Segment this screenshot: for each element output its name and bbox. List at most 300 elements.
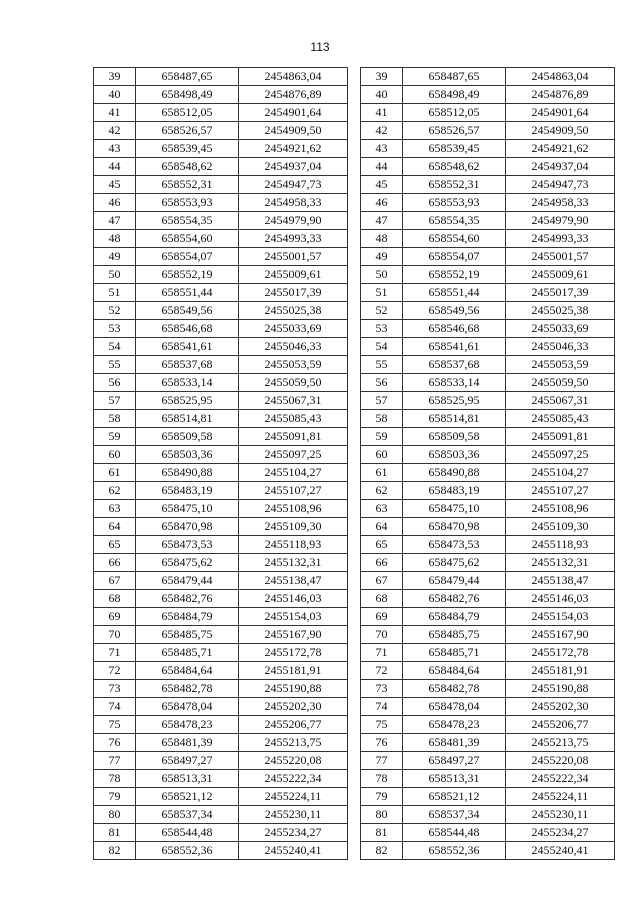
y-coordinate-cell: 2455118,93: [506, 536, 615, 554]
y-coordinate-cell: 2455059,50: [239, 374, 348, 392]
table-row: [94, 266, 348, 284]
point-number-cell: 82: [361, 842, 403, 860]
table-row: [361, 644, 615, 662]
x-coordinate-cell: 658554,60: [403, 230, 506, 248]
table-row: [94, 194, 348, 212]
table-row: [94, 356, 348, 374]
x-coordinate-cell: 658544,48: [136, 824, 239, 842]
point-number-cell: 43: [361, 140, 403, 158]
point-number-cell: 57: [94, 392, 136, 410]
table-row: [94, 716, 348, 734]
point-number-cell: 71: [361, 644, 403, 662]
x-coordinate-cell: 658482,78: [136, 680, 239, 698]
y-coordinate-cell: 2455181,91: [239, 662, 348, 680]
point-number-cell: 59: [361, 428, 403, 446]
table-row: [94, 572, 348, 590]
y-coordinate-cell: 2455202,30: [506, 698, 615, 716]
point-number-cell: 79: [94, 788, 136, 806]
point-number-cell: 72: [361, 662, 403, 680]
table-row: [94, 140, 348, 158]
y-coordinate-cell: 2455167,90: [239, 626, 348, 644]
y-coordinate-cell: 2454993,33: [239, 230, 348, 248]
point-number-cell: 69: [94, 608, 136, 626]
table-row: [94, 176, 348, 194]
y-coordinate-cell: 2455104,27: [506, 464, 615, 482]
table-row: [361, 770, 615, 788]
table-row: [94, 284, 348, 302]
x-coordinate-cell: 658475,10: [136, 500, 239, 518]
y-coordinate-cell: 2455202,30: [239, 698, 348, 716]
x-coordinate-cell: 658554,35: [136, 212, 239, 230]
table-row: [94, 788, 348, 806]
point-number-cell: 41: [94, 104, 136, 122]
y-coordinate-cell: 2455224,11: [506, 788, 615, 806]
point-number-cell: 66: [94, 554, 136, 572]
y-coordinate-cell: 2455059,50: [506, 374, 615, 392]
y-coordinate-cell: 2455213,75: [506, 734, 615, 752]
point-number-cell: 77: [361, 752, 403, 770]
y-coordinate-cell: 2455181,91: [506, 662, 615, 680]
point-number-cell: 70: [361, 626, 403, 644]
point-number-cell: 56: [361, 374, 403, 392]
y-coordinate-cell: 2455109,30: [506, 518, 615, 536]
table-row: [361, 572, 615, 590]
y-coordinate-cell: 2455046,33: [239, 338, 348, 356]
x-coordinate-cell: 658483,19: [403, 482, 506, 500]
table-row: [94, 230, 348, 248]
point-number-cell: 71: [94, 644, 136, 662]
point-number-cell: 66: [361, 554, 403, 572]
table-row: [361, 806, 615, 824]
coordinates-table-right: [360, 67, 615, 860]
y-coordinate-cell: 2454937,04: [239, 158, 348, 176]
point-number-cell: 75: [94, 716, 136, 734]
y-coordinate-cell: 2455234,27: [239, 824, 348, 842]
y-coordinate-cell: 2455138,47: [506, 572, 615, 590]
table-row: [94, 428, 348, 446]
table-row: [361, 392, 615, 410]
point-number-cell: 48: [361, 230, 403, 248]
table-row: [361, 698, 615, 716]
table-row: [361, 104, 615, 122]
x-coordinate-cell: 658470,98: [403, 518, 506, 536]
x-coordinate-cell: 658552,19: [403, 266, 506, 284]
point-number-cell: 82: [94, 842, 136, 860]
point-number-cell: 80: [361, 806, 403, 824]
point-number-cell: 73: [94, 680, 136, 698]
table-row: [94, 752, 348, 770]
y-coordinate-cell: 2454979,90: [506, 212, 615, 230]
x-coordinate-cell: 658475,62: [403, 554, 506, 572]
table-row: [361, 446, 615, 464]
table-row: [361, 212, 615, 230]
point-number-cell: 63: [94, 500, 136, 518]
table-row: [361, 518, 615, 536]
x-coordinate-cell: 658533,14: [403, 374, 506, 392]
table-row: [361, 248, 615, 266]
table-row: [361, 68, 615, 86]
point-number-cell: 64: [94, 518, 136, 536]
x-coordinate-cell: 658525,95: [136, 392, 239, 410]
y-coordinate-cell: 2454958,33: [239, 194, 348, 212]
y-coordinate-cell: 2455154,03: [506, 608, 615, 626]
point-number-cell: 74: [94, 698, 136, 716]
x-coordinate-cell: 658498,49: [403, 86, 506, 104]
y-coordinate-cell: 2455108,96: [506, 500, 615, 518]
x-coordinate-cell: 658481,39: [136, 734, 239, 752]
table-row: [361, 86, 615, 104]
y-coordinate-cell: 2455085,43: [239, 410, 348, 428]
y-coordinate-cell: 2454863,04: [239, 68, 348, 86]
table-row: [94, 608, 348, 626]
x-coordinate-cell: 658490,88: [403, 464, 506, 482]
point-number-cell: 42: [361, 122, 403, 140]
x-coordinate-cell: 658475,10: [403, 500, 506, 518]
x-coordinate-cell: 658526,57: [403, 122, 506, 140]
y-coordinate-cell: 2454876,89: [239, 86, 348, 104]
y-coordinate-cell: 2454979,90: [239, 212, 348, 230]
page-number: 113: [310, 40, 330, 54]
x-coordinate-cell: 658490,88: [136, 464, 239, 482]
x-coordinate-cell: 658485,75: [403, 626, 506, 644]
y-coordinate-cell: 2455085,43: [506, 410, 615, 428]
point-number-cell: 56: [94, 374, 136, 392]
table-row: [361, 554, 615, 572]
x-coordinate-cell: 658537,68: [403, 356, 506, 374]
point-number-cell: 58: [361, 410, 403, 428]
table-row: [94, 644, 348, 662]
point-number-cell: 51: [94, 284, 136, 302]
y-coordinate-cell: 2455033,69: [239, 320, 348, 338]
table-row: [94, 104, 348, 122]
coordinates-table-left: [93, 67, 348, 860]
y-coordinate-cell: 2455154,03: [239, 608, 348, 626]
point-number-cell: 62: [361, 482, 403, 500]
table-row: [94, 122, 348, 140]
y-coordinate-cell: 2455132,31: [506, 554, 615, 572]
table-row: [361, 410, 615, 428]
table-row: [94, 392, 348, 410]
x-coordinate-cell: 658512,05: [136, 104, 239, 122]
point-number-cell: 64: [361, 518, 403, 536]
table-row: [361, 140, 615, 158]
point-number-cell: 70: [94, 626, 136, 644]
table-row: [94, 302, 348, 320]
table-row: [94, 770, 348, 788]
point-number-cell: 50: [94, 266, 136, 284]
y-coordinate-cell: 2455230,11: [239, 806, 348, 824]
y-coordinate-cell: 2455091,81: [239, 428, 348, 446]
table-row: [94, 806, 348, 824]
y-coordinate-cell: 2455001,57: [506, 248, 615, 266]
table-row: [361, 626, 615, 644]
y-coordinate-cell: 2455009,61: [506, 266, 615, 284]
point-number-cell: 55: [361, 356, 403, 374]
point-number-cell: 51: [361, 284, 403, 302]
point-number-cell: 73: [361, 680, 403, 698]
point-number-cell: 65: [94, 536, 136, 554]
y-coordinate-cell: 2455146,03: [506, 590, 615, 608]
table-row: [361, 194, 615, 212]
table-row: [94, 518, 348, 536]
x-coordinate-cell: 658483,19: [136, 482, 239, 500]
table-row: [361, 338, 615, 356]
x-coordinate-cell: 658482,76: [136, 590, 239, 608]
x-coordinate-cell: 658482,76: [403, 590, 506, 608]
x-coordinate-cell: 658470,98: [136, 518, 239, 536]
x-coordinate-cell: 658498,49: [136, 86, 239, 104]
x-coordinate-cell: 658478,04: [403, 698, 506, 716]
y-coordinate-cell: 2455190,88: [239, 680, 348, 698]
table-row: [94, 410, 348, 428]
table-row: [94, 482, 348, 500]
table-row: [361, 122, 615, 140]
point-number-cell: 40: [94, 86, 136, 104]
table-row: [94, 374, 348, 392]
point-number-cell: 68: [361, 590, 403, 608]
table-row: [94, 248, 348, 266]
table-row: [361, 320, 615, 338]
table-row: [361, 662, 615, 680]
table-row: [361, 284, 615, 302]
x-coordinate-cell: 658484,79: [403, 608, 506, 626]
point-number-cell: 81: [94, 824, 136, 842]
table-row: [94, 536, 348, 554]
x-coordinate-cell: 658473,53: [403, 536, 506, 554]
point-number-cell: 69: [361, 608, 403, 626]
y-coordinate-cell: 2455009,61: [239, 266, 348, 284]
x-coordinate-cell: 658552,31: [136, 176, 239, 194]
table-row: [94, 824, 348, 842]
table-row: [94, 158, 348, 176]
x-coordinate-cell: 658537,34: [136, 806, 239, 824]
table-row: [361, 482, 615, 500]
y-coordinate-cell: 2454993,33: [506, 230, 615, 248]
y-coordinate-cell: 2455206,77: [239, 716, 348, 734]
x-coordinate-cell: 658475,62: [136, 554, 239, 572]
table-row: [94, 500, 348, 518]
y-coordinate-cell: 2455146,03: [239, 590, 348, 608]
point-number-cell: 52: [94, 302, 136, 320]
y-coordinate-cell: 2455132,31: [239, 554, 348, 572]
x-coordinate-cell: 658514,81: [136, 410, 239, 428]
y-coordinate-cell: 2455109,30: [239, 518, 348, 536]
y-coordinate-cell: 2454921,62: [239, 140, 348, 158]
x-coordinate-cell: 658513,31: [136, 770, 239, 788]
table-body-left: [94, 68, 348, 860]
point-number-cell: 61: [94, 464, 136, 482]
x-coordinate-cell: 658541,61: [403, 338, 506, 356]
x-coordinate-cell: 658537,68: [136, 356, 239, 374]
y-coordinate-cell: 2454947,73: [239, 176, 348, 194]
y-coordinate-cell: 2455046,33: [506, 338, 615, 356]
x-coordinate-cell: 658473,53: [136, 536, 239, 554]
table-row: [94, 734, 348, 752]
point-number-cell: 39: [361, 68, 403, 86]
y-coordinate-cell: 2455001,57: [239, 248, 348, 266]
point-number-cell: 39: [94, 68, 136, 86]
y-coordinate-cell: 2455240,41: [239, 842, 348, 860]
x-coordinate-cell: 658512,05: [403, 104, 506, 122]
x-coordinate-cell: 658533,14: [136, 374, 239, 392]
x-coordinate-cell: 658485,75: [136, 626, 239, 644]
table-row: [361, 842, 615, 860]
x-coordinate-cell: 658551,44: [136, 284, 239, 302]
x-coordinate-cell: 658552,19: [136, 266, 239, 284]
table-row: [361, 536, 615, 554]
x-coordinate-cell: 658539,45: [403, 140, 506, 158]
x-coordinate-cell: 658513,31: [403, 770, 506, 788]
y-coordinate-cell: 2454909,50: [506, 122, 615, 140]
table-row: [94, 590, 348, 608]
point-number-cell: 53: [94, 320, 136, 338]
point-number-cell: 54: [94, 338, 136, 356]
point-number-cell: 60: [361, 446, 403, 464]
point-number-cell: 48: [94, 230, 136, 248]
x-coordinate-cell: 658479,44: [403, 572, 506, 590]
x-coordinate-cell: 658484,64: [403, 662, 506, 680]
y-coordinate-cell: 2454901,64: [506, 104, 615, 122]
x-coordinate-cell: 658481,39: [403, 734, 506, 752]
y-coordinate-cell: 2455097,25: [506, 446, 615, 464]
x-coordinate-cell: 658479,44: [136, 572, 239, 590]
table-row: [94, 842, 348, 860]
x-coordinate-cell: 658526,57: [136, 122, 239, 140]
point-number-cell: 45: [361, 176, 403, 194]
x-coordinate-cell: 658554,60: [136, 230, 239, 248]
y-coordinate-cell: 2455053,59: [506, 356, 615, 374]
y-coordinate-cell: 2455107,27: [506, 482, 615, 500]
table-row: [361, 824, 615, 842]
table-body-right: [361, 68, 615, 860]
x-coordinate-cell: 658541,61: [136, 338, 239, 356]
table-row: [361, 464, 615, 482]
point-number-cell: 52: [361, 302, 403, 320]
point-number-cell: 77: [94, 752, 136, 770]
table-row: [94, 626, 348, 644]
y-coordinate-cell: 2455172,78: [506, 644, 615, 662]
y-coordinate-cell: 2455172,78: [239, 644, 348, 662]
y-coordinate-cell: 2455220,08: [506, 752, 615, 770]
point-number-cell: 61: [361, 464, 403, 482]
y-coordinate-cell: 2455224,11: [239, 788, 348, 806]
x-coordinate-cell: 658546,68: [403, 320, 506, 338]
table-row: [94, 86, 348, 104]
table-row: [361, 356, 615, 374]
point-number-cell: 54: [361, 338, 403, 356]
point-number-cell: 65: [361, 536, 403, 554]
x-coordinate-cell: 658539,45: [136, 140, 239, 158]
y-coordinate-cell: 2455222,34: [239, 770, 348, 788]
y-coordinate-cell: 2455108,96: [239, 500, 348, 518]
x-coordinate-cell: 658487,65: [403, 68, 506, 86]
y-coordinate-cell: 2455206,77: [506, 716, 615, 734]
point-number-cell: 46: [94, 194, 136, 212]
y-coordinate-cell: 2455017,39: [506, 284, 615, 302]
x-coordinate-cell: 658554,35: [403, 212, 506, 230]
table-row: [94, 338, 348, 356]
y-coordinate-cell: 2455107,27: [239, 482, 348, 500]
table-row: [361, 680, 615, 698]
point-number-cell: 63: [361, 500, 403, 518]
x-coordinate-cell: 658487,65: [136, 68, 239, 86]
table-row: [94, 464, 348, 482]
point-number-cell: 44: [361, 158, 403, 176]
x-coordinate-cell: 658478,23: [136, 716, 239, 734]
table-row: [361, 752, 615, 770]
point-number-cell: 67: [361, 572, 403, 590]
point-number-cell: 49: [361, 248, 403, 266]
x-coordinate-cell: 658497,27: [403, 752, 506, 770]
y-coordinate-cell: 2454876,89: [506, 86, 615, 104]
x-coordinate-cell: 658552,36: [403, 842, 506, 860]
table-row: [94, 320, 348, 338]
y-coordinate-cell: 2455097,25: [239, 446, 348, 464]
point-number-cell: 41: [361, 104, 403, 122]
table-row: [94, 446, 348, 464]
y-coordinate-cell: 2455104,27: [239, 464, 348, 482]
point-number-cell: 74: [361, 698, 403, 716]
y-coordinate-cell: 2455067,31: [239, 392, 348, 410]
point-number-cell: 53: [361, 320, 403, 338]
x-coordinate-cell: 658549,56: [403, 302, 506, 320]
x-coordinate-cell: 658484,79: [136, 608, 239, 626]
point-number-cell: 62: [94, 482, 136, 500]
point-number-cell: 60: [94, 446, 136, 464]
y-coordinate-cell: 2454863,04: [506, 68, 615, 86]
table-row: [361, 608, 615, 626]
x-coordinate-cell: 658521,12: [403, 788, 506, 806]
x-coordinate-cell: 658552,36: [136, 842, 239, 860]
point-number-cell: 78: [361, 770, 403, 788]
x-coordinate-cell: 658525,95: [403, 392, 506, 410]
point-number-cell: 40: [361, 86, 403, 104]
x-coordinate-cell: 658482,78: [403, 680, 506, 698]
table-row: [94, 662, 348, 680]
point-number-cell: 42: [94, 122, 136, 140]
point-number-cell: 76: [361, 734, 403, 752]
point-number-cell: 57: [361, 392, 403, 410]
y-coordinate-cell: 2455234,27: [506, 824, 615, 842]
y-coordinate-cell: 2455213,75: [239, 734, 348, 752]
x-coordinate-cell: 658478,04: [136, 698, 239, 716]
point-number-cell: 67: [94, 572, 136, 590]
point-number-cell: 58: [94, 410, 136, 428]
point-number-cell: 79: [361, 788, 403, 806]
y-coordinate-cell: 2455222,34: [506, 770, 615, 788]
table-row: [361, 374, 615, 392]
table-row: [361, 176, 615, 194]
table-row: [361, 734, 615, 752]
y-coordinate-cell: 2455025,38: [239, 302, 348, 320]
y-coordinate-cell: 2455167,90: [506, 626, 615, 644]
table-row: [361, 230, 615, 248]
y-coordinate-cell: 2455067,31: [506, 392, 615, 410]
y-coordinate-cell: 2455230,11: [506, 806, 615, 824]
point-number-cell: 81: [361, 824, 403, 842]
y-coordinate-cell: 2455190,88: [506, 680, 615, 698]
x-coordinate-cell: 658497,27: [136, 752, 239, 770]
point-number-cell: 47: [94, 212, 136, 230]
y-coordinate-cell: 2455053,59: [239, 356, 348, 374]
table-row: [94, 212, 348, 230]
x-coordinate-cell: 658548,62: [136, 158, 239, 176]
x-coordinate-cell: 658509,58: [403, 428, 506, 446]
x-coordinate-cell: 658546,68: [136, 320, 239, 338]
y-coordinate-cell: 2455025,38: [506, 302, 615, 320]
x-coordinate-cell: 658548,62: [403, 158, 506, 176]
table-row: [361, 788, 615, 806]
